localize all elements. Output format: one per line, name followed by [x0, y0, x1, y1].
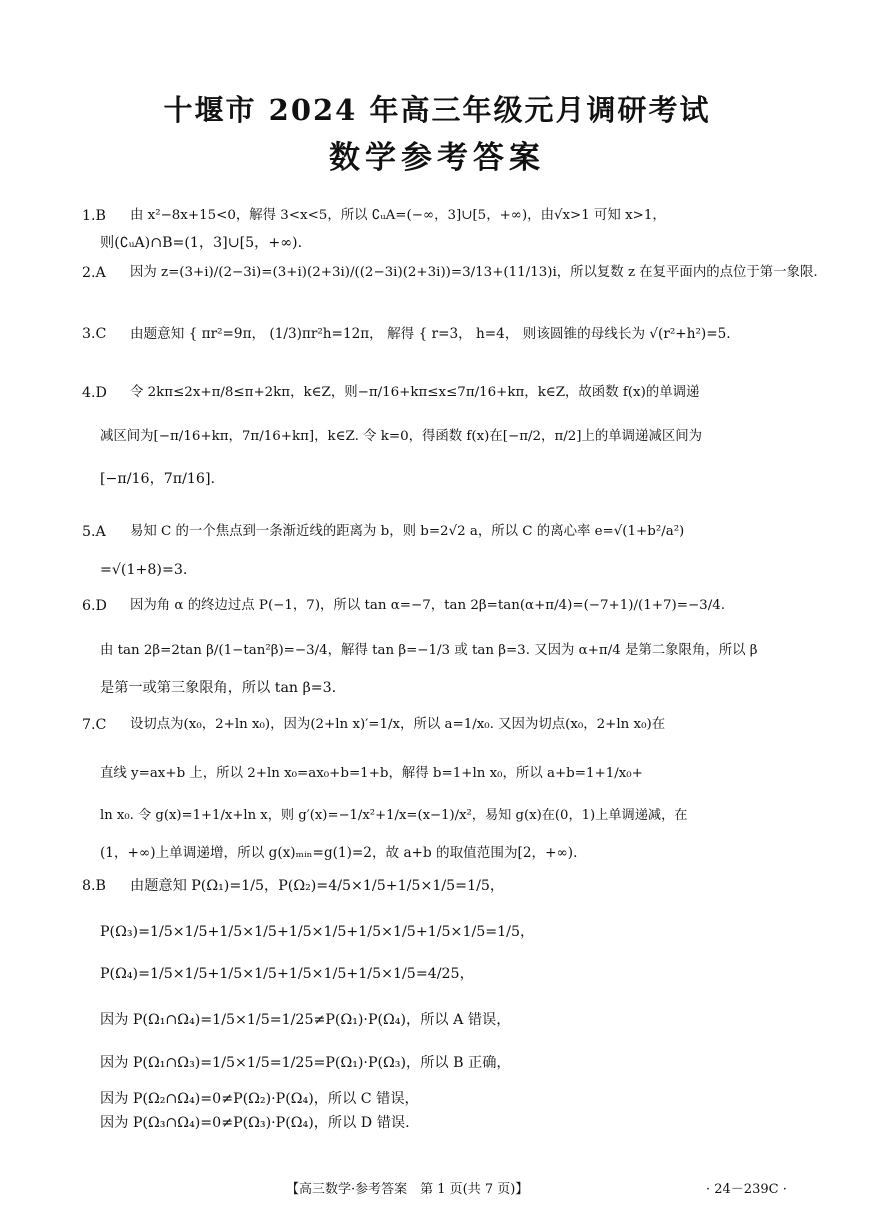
answer-text-line: P(Ω₄)=1/5×1/5+1/5×1/5+1/5×1/5+1/5×1/5=4/25， — [100, 966, 474, 982]
answer-text-line: 减区间为[−π/16+kπ，7π/16+kπ]，k∈Z. 令 k=0，得函数 f(x)在[−π/2，π/2]上的单调递减区间为 — [100, 429, 703, 444]
answer-text-line: =√(1+8)=3. — [100, 562, 188, 578]
answer-label-4: 4.D — [82, 385, 107, 401]
answer-text-line: 因为 z=(3+i)/(2−3i)=(3+i)(2+3i)/((2−3i)(2+3i))=3/13+(11/13)i，所以复数 z 在复平面内的点位于第一象限. — [130, 265, 818, 280]
answer-text-line: 因为 P(Ω₂∩Ω₄)=0≠P(Ω₂)·P(Ω₄)，所以 C 错误， — [100, 1091, 419, 1107]
answer-label-1: 1.B — [82, 208, 106, 224]
answer-text-line: 由 x²−8x+15<0，解得 3<x<5，所以 ∁ᵤA=(−∞，3]∪[5，+∞)，由√x>1 可知 x>1， — [130, 208, 666, 223]
answer-text-line: 由题意知 { πr²=9π， (1/3)πr²h=12π， 解得 { r=3， h=4， 则该圆锥的母线长为 √(r²+h²)=5. — [130, 326, 731, 342]
answer-label-7: 7.C — [82, 717, 107, 733]
footer-code: · 24－239C · — [706, 1182, 787, 1197]
page-title: 十堰市 2024 年高三年级元月调研考试 — [163, 93, 711, 127]
answer-text-line: [−π/16，7π/16]. — [100, 471, 215, 487]
answer-text-line: 因为角 α 的终边过点 P(−1，7)，所以 tan α=−7，tan 2β=tan(α+π/4)=(−7+1)/(1+7)=−3/4. — [130, 598, 725, 613]
answer-label-5: 5.A — [82, 524, 106, 540]
answer-label-6: 6.D — [82, 598, 107, 614]
answer-text-line: 因为 P(Ω₁∩Ω₃)=1/5×1/5=1/25=P(Ω₁)·P(Ω₃)，所以 B 正确， — [100, 1055, 511, 1071]
answer-label-2: 2.A — [82, 265, 106, 281]
answer-text-line: P(Ω₃)=1/5×1/5+1/5×1/5+1/5×1/5+1/5×1/5+1/5×1/5=1/5， — [100, 924, 535, 940]
answer-text-line: ln x₀. 令 g(x)=1+1/x+ln x，则 g′(x)=−1/x²+1/x=(x−1)/x²，易知 g(x)在(0，1)上单调递减，在 — [100, 808, 688, 823]
answer-text-line: 令 2kπ≤2x+π/8≤π+2kπ，k∈Z，则−π/16+kπ≤x≤7π/16+kπ，k∈Z，故函数 f(x)的单调递 — [130, 385, 700, 400]
answer-text-line: 由 tan 2β=2tan β/(1−tan²β)=−3/4，解得 tan β=−1/3 或 tan β=3. 又因为 α+π/4 是第二象限角，所以 β — [100, 643, 758, 658]
footer-page-info: 【高三数学·参考答案 第 1 页(共 7 页)】 — [286, 1182, 529, 1197]
answer-text-line: 因为 P(Ω₃∩Ω₄)=0≠P(Ω₃)·P(Ω₄)，所以 D 错误. — [100, 1115, 410, 1131]
answer-text-line: 是第一或第三象限角，所以 tan β=3. — [100, 680, 337, 696]
answer-text-line: 易知 C 的一个焦点到一条渐近线的距离为 b，则 b=2√2 a，所以 C 的离心率 e=√(1+b²/a²) — [130, 524, 685, 539]
answer-text-line: 由题意知 P(Ω₁)=1/5，P(Ω₂)=4/5×1/5+1/5×1/5=1/5， — [130, 878, 505, 894]
answer-text-line: 直线 y=ax+b 上，所以 2+ln x₀=ax₀+b=1+b，解得 b=1+ln x₀，所以 a+b=1+1/x₀+ — [100, 766, 643, 781]
page-subtitle: 数学参考答案 — [329, 140, 545, 176]
answer-label-3: 3.C — [82, 326, 107, 342]
answer-text-line: 则(∁ᵤA)∩B=(1，3]∪[5，+∞). — [100, 235, 303, 251]
answer-text-line: 因为 P(Ω₁∩Ω₄)=1/5×1/5=1/25≠P(Ω₁)·P(Ω₄)，所以 A 错误， — [100, 1012, 511, 1028]
answer-label-8: 8.B — [82, 878, 106, 894]
answer-text-line: (1，+∞)上单调递增，所以 g(x)ₘᵢₙ=g(1)=2，故 a+b 的取值范围为[2，+∞). — [100, 845, 578, 861]
answer-text-line: 设切点为(x₀，2+ln x₀)，因为(2+ln x)′=1/x，所以 a=1/x₀. 又因为切点(x₀，2+ln x₀)在 — [130, 717, 666, 732]
